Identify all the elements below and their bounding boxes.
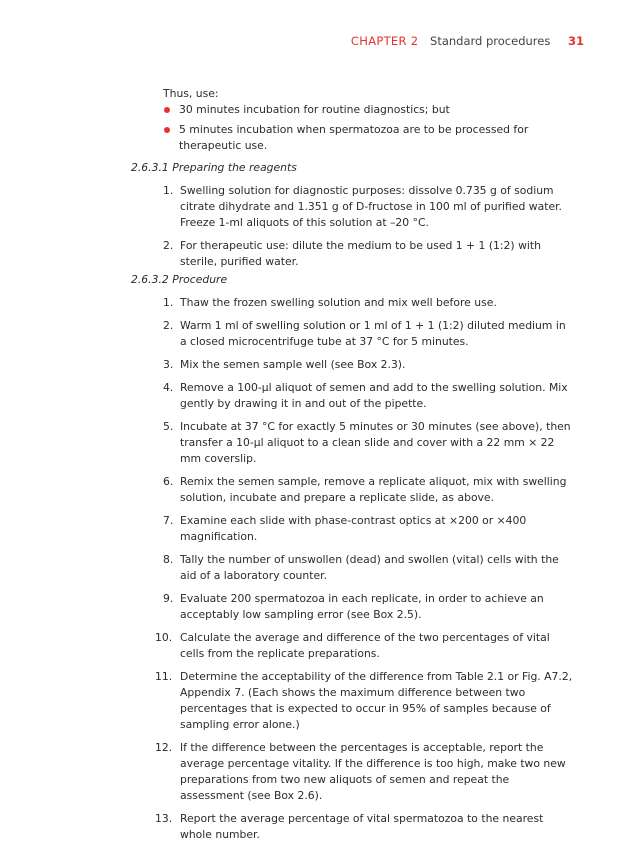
page-number: 31	[567, 34, 584, 48]
chapter-title: Standard procedures	[430, 34, 551, 48]
step-number: 2.	[163, 319, 174, 332]
step-number: 1.	[163, 296, 174, 309]
step-number: 13.	[155, 812, 173, 825]
step-number: 9.	[163, 592, 174, 605]
step-item	[163, 591, 573, 623]
step-number: 11.	[155, 670, 173, 683]
bullet-item	[163, 122, 573, 154]
reagent-steps-list	[163, 183, 573, 277]
step-text: Thaw the frozen swelling solution and mix well before use.	[180, 296, 497, 309]
step-text: Calculate the average and difference of the two percentages of vital cells from the replicate preparations.	[180, 631, 550, 660]
step-item	[163, 380, 573, 412]
step-number: 6.	[163, 475, 174, 488]
bullet-text: 5 minutes incubation when spermatozoa are to be processed for therapeutic use.	[179, 123, 529, 152]
step-item	[163, 513, 573, 545]
step-text: Remove a 100-μl aliquot of semen and add to the swelling solution. Mix gently by drawing it in and out of the pipette.	[180, 381, 568, 410]
step-text: Incubate at 37 °C for exactly 5 minutes or 30 minutes (see above), then transfer a 10-μl aliquot to a clean slide and cover with a 22 mm × 22 mm coverslip.	[180, 420, 571, 465]
step-text: Examine each slide with phase-contrast optics at ×200 or ×400 magnification.	[180, 514, 527, 543]
step-item	[155, 811, 573, 843]
intro-text: Thus, use:	[163, 87, 219, 100]
step-item	[163, 183, 573, 231]
step-item	[163, 238, 573, 270]
step-text: Determine the acceptability of the difference from Table 2.1 or Fig. A7.2, Appendix 7. (Each shows the maximum difference between two percentages that is expected to occur in 95% of samples because of sampling error alone.)	[180, 670, 573, 731]
step-item	[163, 474, 573, 506]
step-text: Mix the semen sample well (see Box 2.3).	[180, 358, 406, 371]
step-number: 4.	[163, 381, 174, 394]
step-text: For therapeutic use: dilute the medium to be used 1 + 1 (1:2) with sterile, purified water.	[180, 239, 541, 268]
step-text: Remix the semen sample, remove a replicate aliquot, mix with swelling solution, incubate and prepare a replicate slide, as above.	[180, 475, 567, 504]
section-heading: 2.6.3.2 Procedure	[131, 273, 228, 286]
step-number: 8.	[163, 553, 174, 566]
step-number: 12.	[155, 741, 173, 754]
step-text: Report the average percentage of vital spermatozoa to the nearest whole number.	[180, 812, 544, 841]
running-header	[351, 34, 584, 48]
step-item	[155, 630, 573, 662]
step-item	[163, 295, 573, 311]
step-text: If the difference between the percentages is acceptable, report the average percentage vitality. If the difference is too high, make two new preparations from two new aliquots of semen and repeat the assessment (see Box 2.6).	[180, 741, 566, 802]
bullet-icon	[164, 107, 170, 113]
step-item	[155, 740, 573, 804]
step-number: 10.	[155, 631, 173, 644]
bullet-list	[163, 102, 573, 158]
step-item	[163, 318, 573, 350]
step-number: 3.	[163, 358, 174, 371]
step-item	[155, 669, 573, 733]
step-text: Evaluate 200 spermatozoa in each replicate, in order to achieve an acceptably low sampling error (see Box 2.5).	[180, 592, 544, 621]
step-item	[163, 357, 573, 373]
step-item	[163, 552, 573, 584]
step-item	[163, 419, 573, 467]
step-number: 2.	[163, 239, 174, 252]
chapter-label: CHAPTER 2	[350, 34, 419, 48]
step-number: 1.	[163, 184, 174, 197]
step-text: Tally the number of unswollen (dead) and swollen (vital) cells with the aid of a laboratory counter.	[180, 553, 559, 582]
step-text: Swelling solution for diagnostic purposes: dissolve 0.735 g of sodium citrate dihydrate and 1.351 g of D-fructose in 100 ml of purified water. Freeze 1-ml aliquots of this solution at –20 °C.	[180, 184, 562, 229]
procedure-steps-list	[155, 295, 573, 850]
bullet-icon	[164, 127, 170, 133]
step-number: 7.	[163, 514, 174, 527]
bullet-item	[163, 102, 573, 118]
step-text: Warm 1 ml of swelling solution or 1 ml of 1 + 1 (1:2) diluted medium in a closed microcentrifuge tube at 37 °C for 5 minutes.	[180, 319, 566, 348]
bullet-text: 30 minutes incubation for routine diagnostics; but	[179, 103, 450, 116]
step-number: 5.	[163, 420, 174, 433]
section-heading: 2.6.3.1 Preparing the reagents	[131, 161, 297, 174]
